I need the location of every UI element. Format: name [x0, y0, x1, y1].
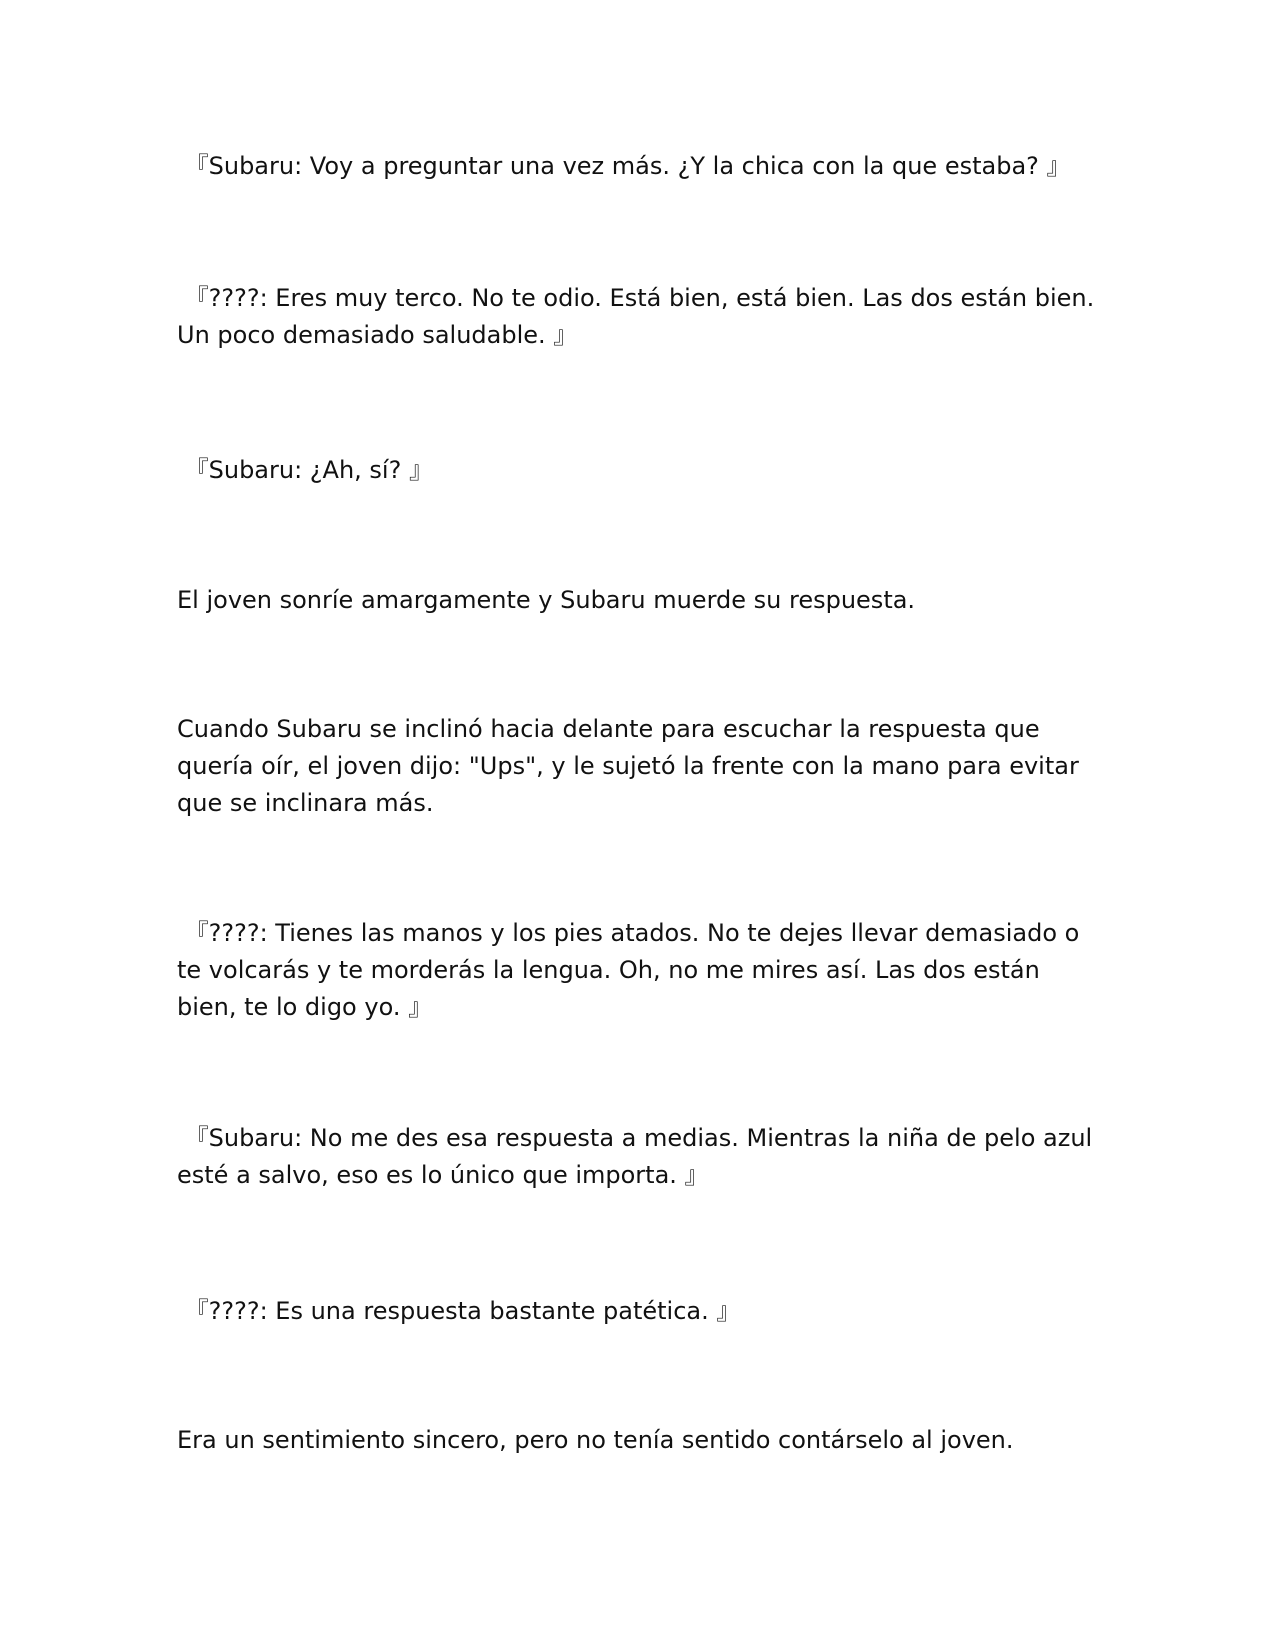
dialogue-stranger-tied: 『????: Tienes las manos y los pies atados. No te dejes llevar demasiado o te volcarás y te morderás la lengua. Oh, no me mires así. Las dos están bien, te lo digo yo. 』 — [177, 919, 1080, 1021]
dialogue-stranger-pathetic: 『????: Es una respuesta bastante patética. 』 — [177, 1297, 741, 1325]
dialogue-subaru-question: 『Subaru: Voy a preguntar una vez más. ¿Y la chica con la que estaba? 』 — [177, 152, 1071, 180]
narration-young-man-smiles: El joven sonríe amargamente y Subaru muerde su respuesta. — [177, 586, 916, 614]
dialogue-subaru-blue-hair: 『Subaru: No me des esa respuesta a medias. Mientras la niña de pelo azul esté a salvo, eso es lo único que importa. 』 — [177, 1124, 1093, 1189]
dialogue-subaru-ah-si: 『Subaru: ¿Ah, sí? 』 — [177, 456, 433, 484]
dialogue-stranger-reply: 『????: Eres muy terco. No te odio. Está bien, está bien. Las dos están bien. Un poco demasiado saludable. 』 — [177, 284, 1095, 349]
narration-subaru-leans: Cuando Subaru se inclinó hacia delante para escuchar la respuesta que quería oír, el joven dijo: "Ups", y le sujetó la frente con la mano para evitar que se inclinara más. — [177, 715, 1079, 817]
narration-sincere-feeling: Era un sentimiento sincero, pero no tenía sentido contárselo al joven. — [177, 1426, 1014, 1454]
